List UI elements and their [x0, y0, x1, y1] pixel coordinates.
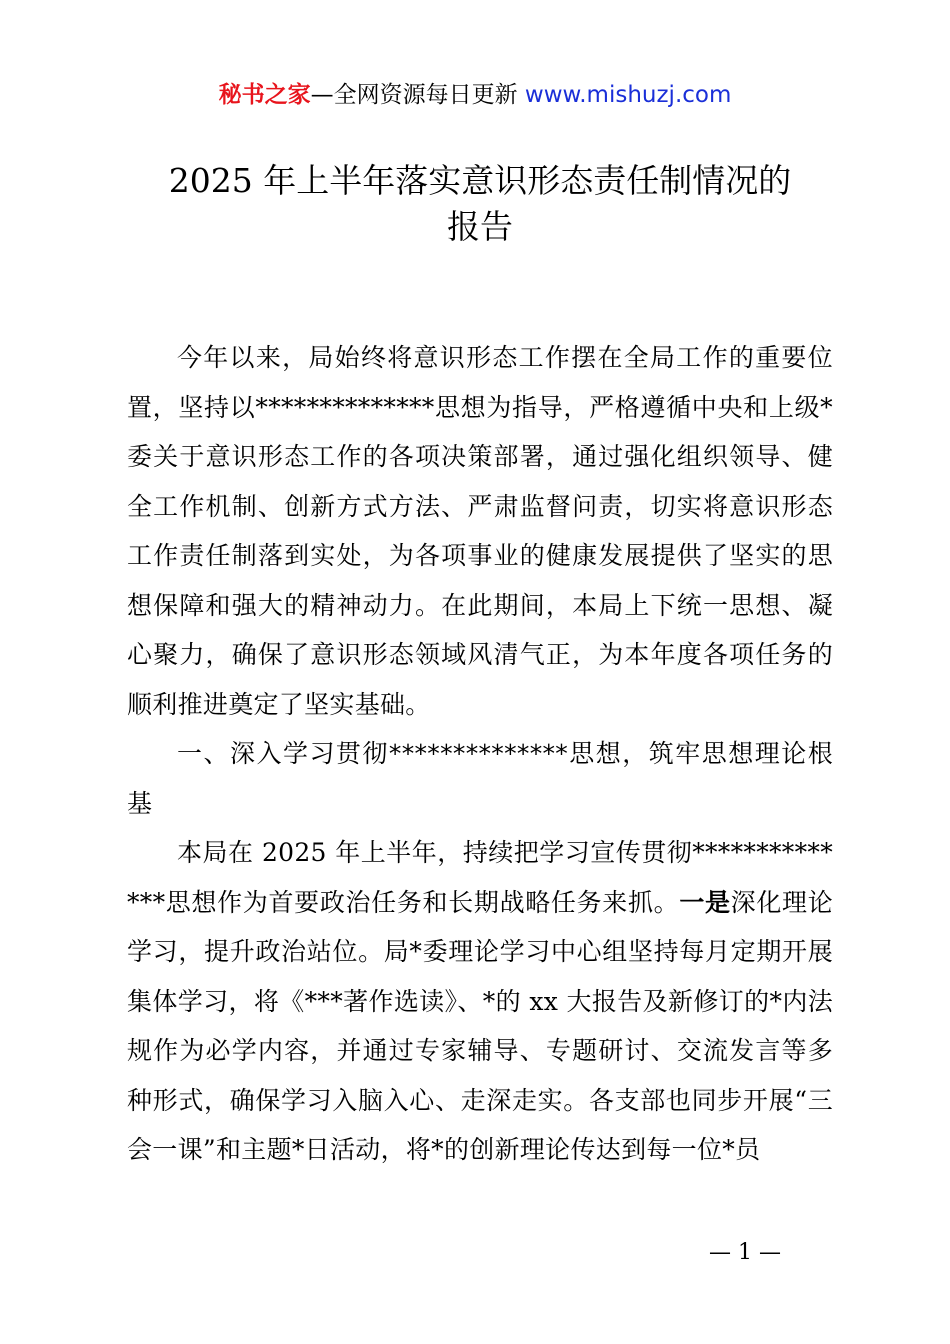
intro-paragraph: 今年以来，局始终将意识形态工作摆在全局工作的重要位置，坚持以**************思想为指导，严格遵循中央和上级*委关于意识形态工作的各项决策部署，通过强化组织领导、健全工作机制、创新方式方法、严肃监督问责，切实将意识形态工作责任制落到实处，为各项事业的健康发展提供了坚实的思想保障和强大的精神动力。在此期间，本局上下统一思想、凝心聚力，确保了意识形态领域风清气正，为本年度各项任务的顺利推进奠定了坚实基础。	[127, 343, 833, 719]
document-title	[130, 158, 830, 250]
site-url-link[interactable]: www.mishuzj.com	[524, 82, 732, 108]
site-brand-name: 秘书之家	[218, 82, 311, 108]
section-1-body-rest: 深化理论学习，提升政治站位。局*委理论学习中心组坚持每月定期开展集体学习，将《***著作选读》、*的 xx 大报告及新修订的*内法规作为必学内容，并通过专家辅导、专题研讨、交流发言等多种形式，确保学习入脑入心、走深走实。各支部也同步开展“三会一课”和主题*日活动，将*的创新理论传达到每一位*员	[127, 887, 834, 1164]
section-1-paragraph	[127, 828, 833, 1175]
document-body	[127, 333, 833, 1175]
document-title-line-2: 报告	[447, 207, 513, 246]
document-title-line-1: 2025 年上半年落实意识形态责任制情况的	[168, 161, 792, 200]
section-1-bold-lead: 一是	[679, 887, 731, 917]
page-number: — 1 —	[709, 1240, 781, 1265]
site-header-banner	[0, 78, 950, 112]
site-tagline: —全网资源每日更新	[310, 82, 518, 108]
section-1-body-start: 本局在 2025 年上半年，持续把学习宣传贯彻**************思想作为首要政治任务和长期战略任务来抓。	[127, 838, 833, 917]
section-1-heading: 一、深入学习贯彻**************思想，筑牢思想理论根基	[127, 739, 833, 818]
